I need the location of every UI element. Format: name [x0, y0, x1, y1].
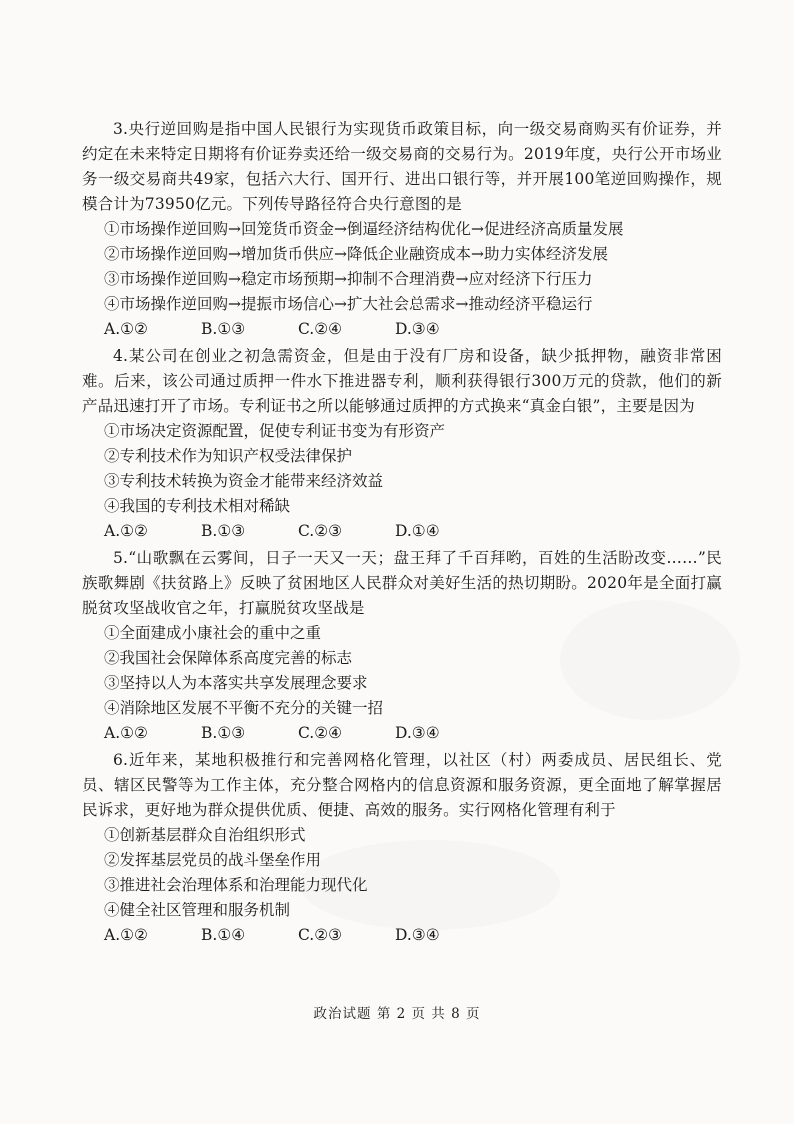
option-item: ④我国的专利技术相对稀缺 [104, 497, 291, 515]
choice-c: C.②③ [298, 926, 343, 944]
option-item: ①全面建成小康社会的重中之重 [104, 624, 322, 642]
option-item: ③推进社会治理体系和治理能力现代化 [104, 876, 368, 894]
option-item: ②市场操作逆回购→增加货币供应→降低企业融资成本→助力实体经济发展 [104, 245, 608, 263]
option-item: ②发挥基层党员的战斗堡垒作用 [104, 851, 322, 869]
question-stem: 4.某公司在创业之初急需资金，但是由于没有厂房和设备，缺少抵押物，融资非常困难。后来，该公司通过质押一件水下推进器专利，顺利获得银行300万元的贷款，他们的新产品迅速打开了市场。专利证书之所以能够通过质押的方式换来“真金白银”，主要是因为 [82, 347, 722, 415]
option-item: ④健全社区管理和服务机制 [104, 901, 291, 919]
choice-a: A.①② [104, 320, 148, 338]
choice-c: C.②④ [298, 320, 343, 338]
answer-choices [82, 721, 722, 746]
option-item: ①市场决定资源配置，促使专利证书变为有形资产 [104, 422, 446, 440]
option-item: ④消除地区发展不平衡不充分的关键一招 [104, 699, 384, 717]
option-item: ③专利技术转换为资金才能带来经济效益 [104, 472, 384, 490]
choice-a: A.①② [104, 724, 148, 742]
option-item: ④市场操作逆回购→提振市场信心→扩大社会总需求→推动经济平稳运行 [104, 295, 593, 313]
choice-c: C.②④ [298, 724, 343, 742]
question-list [82, 117, 722, 950]
question-4 [82, 344, 722, 544]
choice-b: B.①③ [201, 724, 246, 742]
answer-choices [82, 519, 722, 544]
choice-d: D.①④ [395, 522, 440, 540]
choice-d: D.③④ [395, 926, 440, 944]
choice-b: B.①③ [201, 320, 246, 338]
question-6 [82, 748, 722, 948]
option-item: ③坚持以人为本落实共享发展理念要求 [104, 674, 368, 692]
choice-d: D.③④ [395, 320, 440, 338]
question-5 [82, 546, 722, 746]
option-item: ①市场操作逆回购→回笼货币资金→倒逼经济结构优化→促进经济高质量发展 [104, 220, 624, 238]
option-item: ②我国社会保障体系高度完善的标志 [104, 649, 353, 667]
option-item: ①创新基层群众自治组织形式 [104, 826, 306, 844]
question-3 [82, 117, 722, 342]
question-stem: 5.“山歌飘在云雾间，日子一天又一天；盘王拜了千百拜哟，百姓的生活盼改变……”民族歌舞剧《扶贫路上》反映了贫困地区人民群众对美好生活的热切期盼。2020年是全面打赢脱贫攻坚战收官之年，打赢脱贫攻坚战是 [82, 549, 722, 617]
choice-d: D.③④ [395, 724, 440, 742]
question-stem: 6.近年来，某地积极推行和完善网格化管理，以社区（村）两委成员、居民组长、党员、辖区民警等为工作主体，充分整合网格内的信息资源和服务资源，更全面地了解掌握居民诉求，更好地为群众提供优质、便捷、高效的服务。实行网格化管理有利于 [82, 751, 722, 819]
answer-choices [82, 317, 722, 342]
option-item: ③市场操作逆回购→稳定市场预期→抑制不合理消费→应对经济下行压力 [104, 270, 593, 288]
answer-choices [82, 923, 722, 948]
question-stem: 3.央行逆回购是指中国人民银行为实现货币政策目标，向一级交易商购买有价证券，并约定在未来特定日期将有价证券卖还给一级交易商的交易行为。2019年度，央行公开市场业务一级交易商共49家，包括六大行、国开行、进出口银行等，并开展100笔逆回购操作，规模合计为73950亿元。下列传导路径符合央行意图的是 [82, 120, 722, 213]
choice-b: B.①④ [201, 926, 246, 944]
option-item: ②专利技术作为知识产权受法律保护 [104, 447, 353, 465]
choice-c: C.②③ [298, 522, 343, 540]
choice-b: B.①③ [201, 522, 246, 540]
choice-a: A.①② [104, 522, 148, 540]
page-footer: 政治试题 第 2 页 共 8 页 [313, 1006, 481, 1022]
choice-a: A.①② [104, 926, 148, 944]
